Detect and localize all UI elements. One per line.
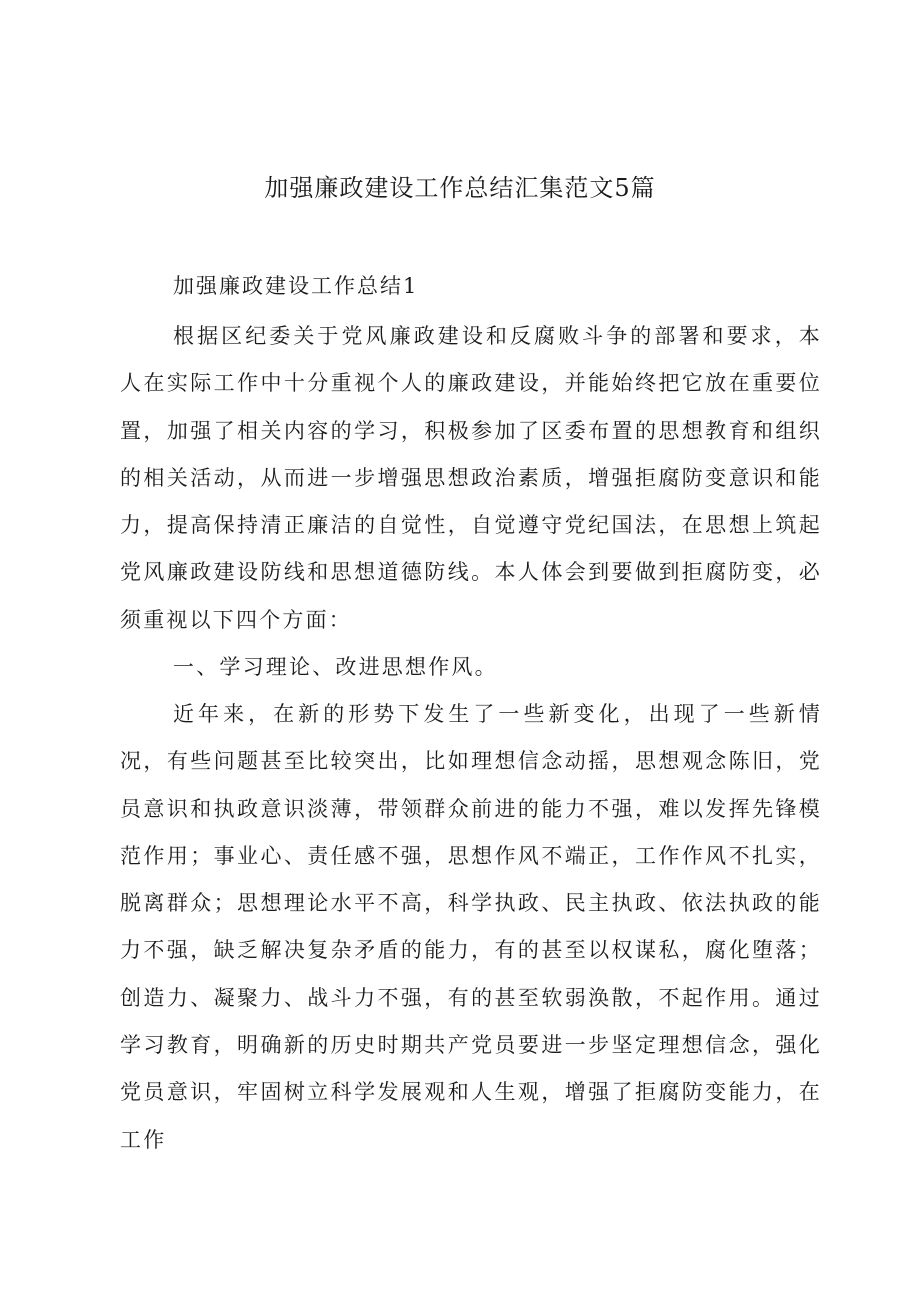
section-heading: 加强廉政建设工作总结1 bbox=[173, 274, 419, 298]
body-paragraph: 近年来，在新的形势下发生了一些新变化，出现了一些新情况，有些问题甚至比较突出，比如理想信念动摇，思想观念陈旧，党员意识和执政意识淡薄，带领群众前进的能力不强，难以发挥先锋模范作用；事业心、责任感不强，思想作风不端正，工作作风不扎实，脱离群众；思想理论水平不高，科学执政、民主执政、依法执政的能力不强，缺乏解决复杂矛盾的能力，有的甚至以权谋私，腐化堕落；创造力、凝聚力、战斗力不强，有的甚至软弱涣散，不起作用。通过学习教育，明确新的历史时期共产党员要进一步坚定理想信念，强化党员意识，牢固树立科学发展观和人生观，增强了拒腐防变能力，在工作 bbox=[120, 702, 822, 1152]
subsection-heading: 一、学习理论、改进思想作风。 bbox=[173, 655, 498, 679]
document-title: 加强廉政建设工作总结汇集范文5篇 bbox=[264, 174, 656, 202]
body-paragraph: 根据区纪委关于党风廉政建设和反腐败斗争的部署和要求，本人在实际工作中十分重视个人的廉政建设，并能始终把它放在重要位置，加强了相关内容的学习，积极参加了区委布置的思想教育和组织的相关活动，从而进一步增强思想政治素质，增强拒腐防变意识和能力，提高保持清正廉洁的自觉性，自觉遵守党纪国法，在思想上筑起党风廉政建设防线和思想道德防线。本人体会到要做到拒腐防变，必须重视以下四个方面： bbox=[120, 324, 822, 632]
